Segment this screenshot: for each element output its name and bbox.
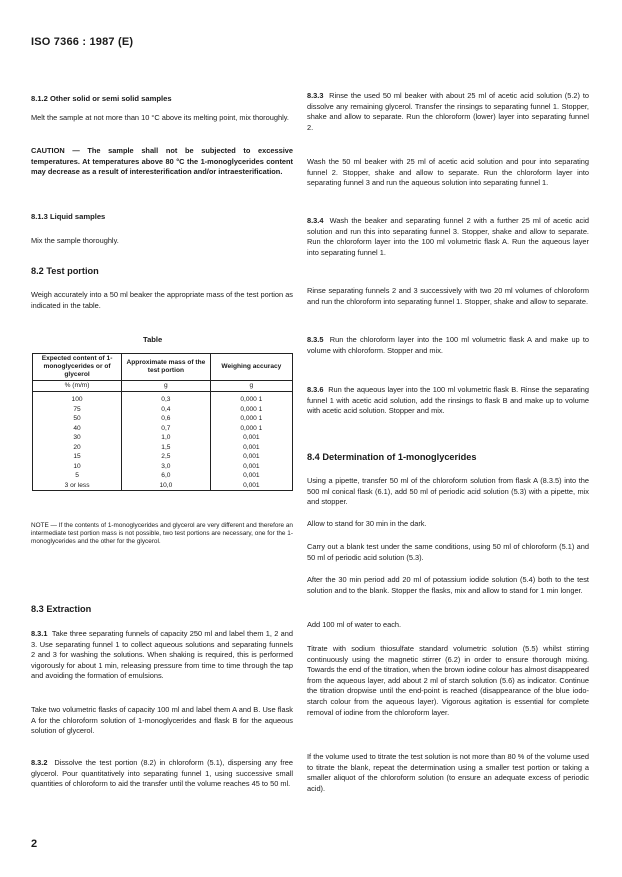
paragraph-8-4-blank: Carry out a blank test under the same conditions, using 50 ml of chloroform (5.1) and 50 ml of periodic acid solution (5.3). — [307, 542, 589, 562]
table-cell: 100 — [33, 392, 122, 405]
paragraph-8-3-3 — [307, 91, 589, 133]
table-cell: 20 — [33, 443, 122, 453]
table-cell: 10 — [33, 462, 122, 472]
table-cell: 3,0 — [122, 462, 211, 472]
table-cell: 10,0 — [122, 481, 211, 491]
table-cell: 0,001 — [210, 443, 292, 453]
table-row — [33, 481, 293, 491]
paragraph-8-2: Weigh accurately into a 50 ml beaker the appropriate mass of the test portion as indicated in the table. — [31, 290, 293, 310]
paragraph-8-4-water: Add 100 ml of water to each. — [307, 620, 402, 629]
paragraph-8-4-iodide: After the 30 min period add 20 ml of potassium iodide solution (5.4) both to the test solution and to the blank. Stopper the flasks, mix and allow to stand for 1 min longer. — [307, 575, 589, 595]
clause-text: Run the aqueous layer into the 100 ml volumetric flask B. Rinse the separating funnel 1 with acetic acid solution, add the rinsings to flask B and make up to volume with acetic acid solution. Stopper and mix. — [307, 385, 589, 416]
table-row — [33, 462, 293, 472]
caution-paragraph: CAUTION — The sample shall not be subjected to excessive temperatures. At temperatures above 80 °C the 1-monoglycerides content may decrease as a result of interesterification and/or intraesterification. — [31, 146, 293, 177]
table-cell: 1,0 — [122, 433, 211, 443]
clause-text: Rinse the used 50 ml beaker with about 25 ml of acetic acid solution (5.2) to dissolve any remaining glycerol. Transfer the rinsings to separating funnel 1. Stopper, shake and allow to separate. Run the chloroform (lower) layer into separating funnel 2. — [307, 91, 589, 132]
table-cell: 30 — [33, 433, 122, 443]
table-cell: 0,7 — [122, 424, 211, 434]
paragraph-8-3-5 — [307, 335, 589, 356]
heading-8-1-3: 8.1.3 Liquid samples — [31, 212, 106, 221]
paragraph-8-1-3: Mix the sample thoroughly. — [31, 236, 119, 245]
table-cell: 2,5 — [122, 452, 211, 462]
paragraph-8-3-3-wash: Wash the 50 ml beaker with 25 ml of acetic acid solution and pour into separating funnel 2. Stopper, shake and allow to separate. Run the chloroform layer into separating funnel 3 and run the aqueous solution into separating funnel 1. — [307, 157, 589, 188]
paragraph-8-3-6 — [307, 385, 589, 417]
table-cell: 15 — [33, 452, 122, 462]
paragraph-8-3-4 — [307, 216, 589, 258]
clause-text: Run the chloroform layer into the 100 ml volumetric flask A and make up to volume with chloroform. Stopper and mix. — [307, 335, 589, 355]
test-portion-table — [32, 353, 293, 491]
table-cell: 3 or less — [33, 481, 122, 491]
table-cell: 1,5 — [122, 443, 211, 453]
heading-8-2: 8.2 Test portion — [31, 266, 99, 276]
paragraph-8-3-4-rinse: Rinse separating funnels 2 and 3 successively with two 20 ml volumes of chloroform and run the chloroform into separating funnel 1. Stopper, shake and allow to separate. — [307, 286, 589, 306]
table-cell: 0,3 — [122, 392, 211, 405]
document-header: ISO 7366 : 1987 (E) — [31, 36, 134, 48]
page-number: 2 — [31, 838, 38, 850]
clause-number: 8.3.1 — [31, 629, 48, 638]
paragraph-8-4-titrate: Titrate with sodium thiosulfate standard volumetric solution (5.5) whilst stirring continuously using the magnetic stirrer (6.2) in order to ensure thorough mixing. Towards the end of the titration, when the brown iodine colour has almost disappeared from the aqueous layer, add about 2 ml of starch solution (5.6) as indicator. Continue the titration dropwise until the end-point is reached (disappearance of the blue iodo-starch colour from the aqueous layer). Vigorous agitation is essential for complete removal of iodine from the chloroform layer. — [307, 644, 589, 717]
table-unit-content: % (m/m) — [33, 381, 122, 392]
table-cell: 0,4 — [122, 405, 211, 415]
table-cell: 0,001 — [210, 481, 292, 491]
table-row — [33, 433, 293, 443]
heading-8-3: 8.3 Extraction — [31, 604, 92, 614]
table-row — [33, 471, 293, 481]
table-cell: 0,000 1 — [210, 392, 292, 405]
table-unit-accuracy: g — [210, 381, 292, 392]
table-cell: 0,001 — [210, 452, 292, 462]
clause-number: 8.3.6 — [307, 385, 324, 394]
clause-text: Dissolve the test portion (8.2) in chloroform (5.1), dispersing any free glycerol. Pour quantitatively into separating funnel 1, using successive small quantities of chloroform to aid the transfer until the volume reaches 45 to 50 ml. — [31, 758, 293, 789]
clause-number: 8.3.5 — [307, 335, 324, 344]
paragraph-8-3-2 — [31, 758, 293, 790]
paragraph-8-3-1-flasks: Take two volumetric flasks of capacity 100 ml and label them A and B. Use flask A for the chloroform solution of 1-monoglycerides and flask B for the aqueous solution of glycerol. — [31, 705, 293, 736]
table-cell: 50 — [33, 414, 122, 424]
paragraph-8-3-1 — [31, 629, 293, 682]
clause-text: Wash the beaker and separating funnel 2 with a further 25 ml of acetic acid solution and run this into separating funnel 3. Stopper, shake and allow to separate. Run the chloroform layer into the 100 ml volumetric flask A. Run the aqueous layer into separating funnel 1. — [307, 216, 589, 257]
paragraph-8-4-repeat: If the volume used to titrate the test solution is not more than 80 % of the volume used to titrate the blank, repeat the determination using a smaller test portion or taking a smaller aliquot of the chloroform solution (to ensure an adequate excess of periodic acid). — [307, 752, 589, 793]
table-header-content: Expected content of 1-monoglycerides or of glycerol — [33, 354, 122, 381]
clause-number: 8.3.4 — [307, 216, 324, 225]
table-header-accuracy: Weighing accuracy — [210, 354, 292, 381]
table-cell: 0,000 1 — [210, 405, 292, 415]
heading-8-1-2: 8.1.2 Other solid or semi solid samples — [31, 94, 172, 103]
table-cell: 6,0 — [122, 471, 211, 481]
table-header-mass: Approximate mass of the test portion — [122, 354, 211, 381]
clause-number: 8.3.3 — [307, 91, 324, 100]
table-cell: 0,001 — [210, 471, 292, 481]
table-row — [33, 405, 293, 415]
table-cell: 0,001 — [210, 462, 292, 472]
table-cell: 5 — [33, 471, 122, 481]
heading-8-4: 8.4 Determination of 1-monoglycerides — [307, 452, 477, 462]
table-cell: 0,000 1 — [210, 414, 292, 424]
table-cell: 0,000 1 — [210, 424, 292, 434]
paragraph-8-4-stand: Allow to stand for 30 min in the dark. — [307, 519, 427, 528]
table-cell: 0,6 — [122, 414, 211, 424]
table-row — [33, 424, 293, 434]
table-cell: 0,001 — [210, 433, 292, 443]
table-row — [33, 452, 293, 462]
paragraph-8-1-2: Melt the sample at not more than 10 °C above its melting point, mix thoroughly. — [31, 113, 289, 122]
clause-number: 8.3.2 — [31, 758, 48, 767]
table-row — [33, 443, 293, 453]
table-caption: Table — [143, 335, 163, 344]
table-note: NOTE — If the contents of 1-monoglycerides and glycerol are very different and therefore an intermediate test portion mass is not possible, two test portions are necessary, one for the 1-monoglycerides and the other for the glycerol. — [31, 522, 293, 546]
table-row — [33, 392, 293, 405]
paragraph-8-4-pipette: Using a pipette, transfer 50 ml of the chloroform solution from flask A (8.3.5) into the 500 ml conical flask (6.1), add 50 ml of periodic acid solution (5.3) with a pipette, mix and stopper. — [307, 476, 589, 507]
clause-text: Take three separating funnels of capacity 250 ml and label them 1, 2 and 3. Use separating funnel 1 to collect aqueous solutions and separating funnels 2 and 3 for washing the solutions. When shaking is required, this is performed vigorously for about 1 min, releasing pressure from time to time through the tap and avoiding the formation of emulsions. — [31, 629, 293, 681]
table-row — [33, 414, 293, 424]
table-cell: 40 — [33, 424, 122, 434]
table-unit-mass: g — [122, 381, 211, 392]
table-cell: 75 — [33, 405, 122, 415]
